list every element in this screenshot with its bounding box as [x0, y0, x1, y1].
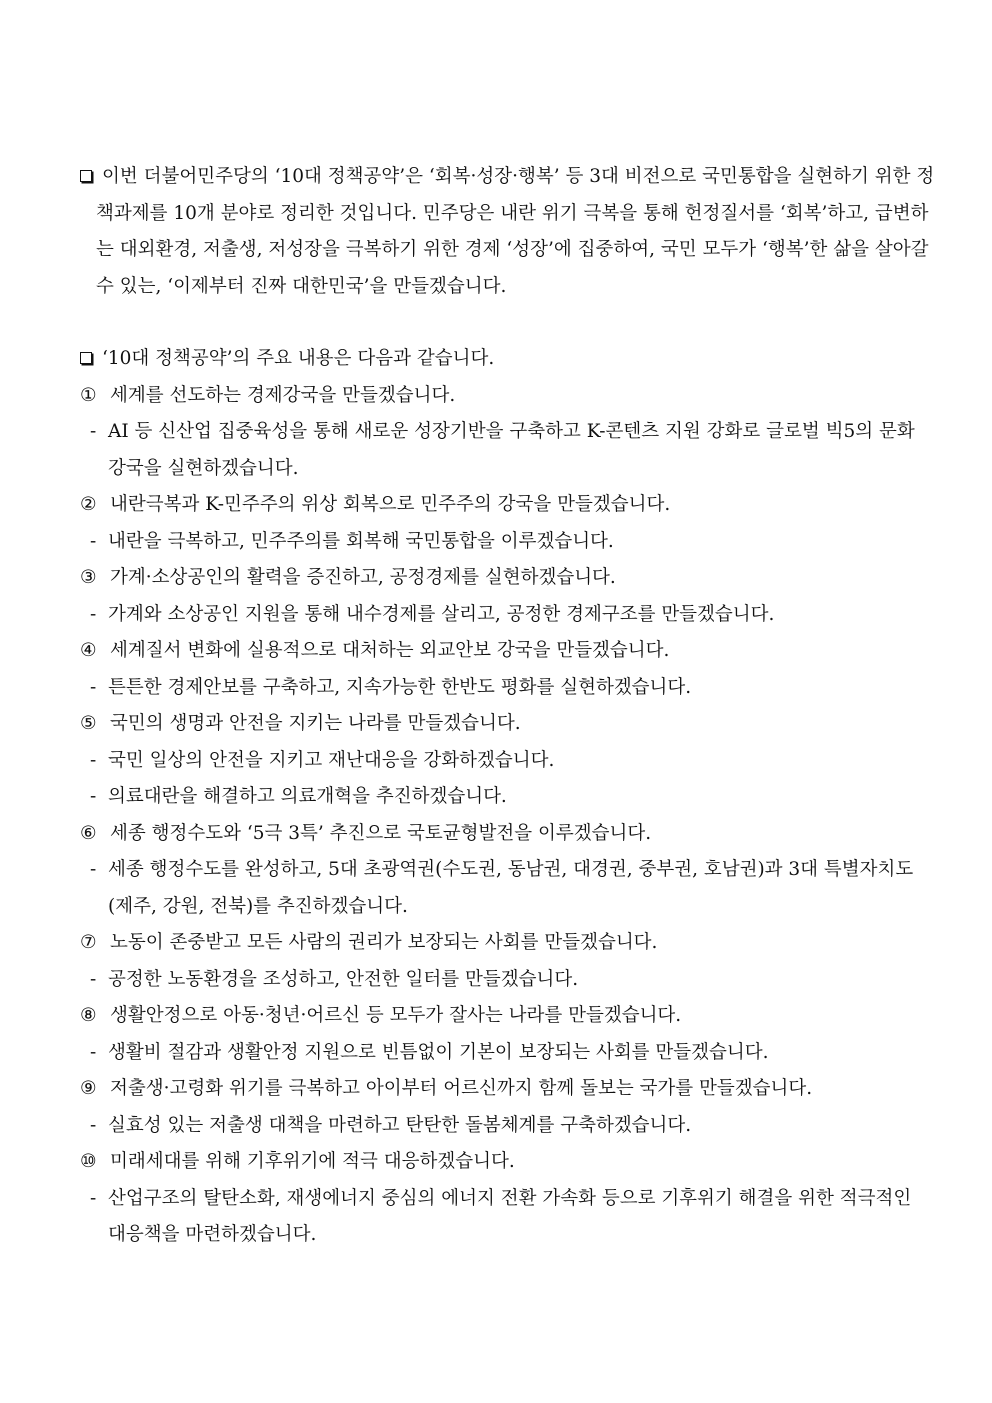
square-bullet-icon — [80, 352, 92, 364]
pledge-detail — [80, 852, 930, 925]
pledge-detail — [80, 524, 930, 561]
dash-bullet-icon: - — [90, 1041, 97, 1063]
intro-text: 이번 더불어민주당의 ‘10대 정책공약’은 ‘회복·성장·행복’ 등 3대 비전으로 국민통합을 실현하기 위한 정책과제를 10개 분야로 정리한 것입니다. 민주당은 내란 위기 극복을 통해 헌정질서를 ‘회복’하고, 급변하는 대외환경, 저출생, 저성장을 극복하기 위한 경제 ‘성장’에 집중하여, 국민 모두가 ‘행복’한 삶을 살아갈 수 있는, ‘이제부터 진짜 대한민국’을 만들겠습니다. — [96, 166, 935, 297]
pledge-detail — [80, 1108, 930, 1145]
pledge-detail-text: 세종 행정수도를 완성하고, 5대 초광역권(수도권, 동남권, 대경권, 중부권, 호남권)과 3대 특별자치도(제주, 강원, 전북)를 추진하겠습니다. — [108, 859, 914, 917]
pledge-detail — [80, 743, 930, 780]
pledge-detail — [80, 779, 930, 816]
pledge-title: 세계를 선도하는 경제강국을 만들겠습니다. — [110, 384, 456, 406]
pledge-title: 저출생·고령화 위기를 극복하고 아이부터 어르신까지 함께 돌보는 국가를 만들겠습니다. — [110, 1078, 813, 1099]
pledge-item — [80, 925, 930, 962]
dash-bullet-icon: - — [90, 421, 97, 442]
pledge-item — [80, 1071, 930, 1108]
pledge-item — [80, 1144, 930, 1181]
pledge-detail — [80, 962, 930, 999]
summary-section — [80, 341, 930, 1254]
pledge-title: 국민의 생명과 안전을 지키는 나라를 만들겠습니다. — [110, 713, 521, 734]
pledge-title: 내란극복과 K-민주주의 위상 회복으로 민주주의 강국을 만들겠습니다. — [110, 494, 671, 515]
pledge-title: 미래세대를 위해 기후위기에 적극 대응하겠습니다. — [110, 1151, 515, 1172]
pledge-detail-text: 국민 일상의 안전을 지키고 재난대응을 강화하겠습니다. — [108, 749, 555, 771]
pledge-item — [80, 487, 930, 524]
summary-heading: ‘10대 정책공약’의 주요 내용은 다음과 같습니다. — [102, 348, 495, 369]
pledge-title: 세계질서 변화에 실용적으로 대처하는 외교안보 강국을 만들겠습니다. — [110, 640, 670, 661]
pledge-title: 가계·소상공인의 활력을 증진하고, 공정경제를 실현하겠습니다. — [110, 567, 616, 588]
pledge-title: 노동이 존중받고 모든 사람의 권리가 보장되는 사회를 만들겠습니다. — [110, 932, 658, 953]
pledge-detail-text: 실효성 있는 저출생 대책을 마련하고 탄탄한 돌봄체계를 구축하겠습니다. — [108, 1114, 692, 1136]
pledge-detail — [80, 597, 930, 634]
pledge-detail-text: 산업구조의 탈탄소화, 재생에너지 중심의 에너지 전환 가속화 등으로 기후위기 해결을 위한 적극적인 대응책을 마련하겠습니다. — [108, 1187, 912, 1245]
dash-bullet-icon: - — [90, 676, 97, 698]
pledge-item — [80, 633, 930, 670]
pledge-detail — [80, 670, 930, 707]
pledge-detail-text: AI 등 신산업 집중육성을 통해 새로운 성장기반을 구축하고 K-콘텐츠 지원 강화로 글로벌 빅5의 문화강국을 실현하겠습니다. — [108, 421, 915, 479]
pledge-item — [80, 998, 930, 1035]
dash-bullet-icon: - — [90, 530, 97, 552]
pledge-detail — [80, 1035, 930, 1072]
pledge-detail-text: 튼튼한 경제안보를 구축하고, 지속가능한 한반도 평화를 실현하겠습니다. — [108, 676, 692, 698]
pledge-number: ④ — [80, 640, 97, 661]
pledge-number: ② — [80, 494, 97, 515]
square-bullet-icon — [80, 170, 92, 182]
pledge-detail — [80, 1181, 930, 1254]
dash-bullet-icon: - — [90, 1114, 97, 1136]
pledge-title: 생활안정으로 아동·청년·어르신 등 모두가 잘사는 나라를 만들겠습니다. — [110, 1005, 682, 1026]
summary-heading-line — [80, 341, 930, 378]
pledge-number: ⑨ — [80, 1078, 97, 1099]
pledge-title: 세종 행정수도와 ‘5극 3특’ 추진으로 국토균형발전을 이루겠습니다. — [110, 822, 652, 844]
pledge-number: ⑩ — [80, 1151, 97, 1172]
dash-bullet-icon: - — [90, 859, 97, 880]
pledge-detail-text: 의료대란을 해결하고 의료개혁을 추진하겠습니다. — [108, 786, 507, 807]
pledge-detail-text: 내란을 극복하고, 민주주의를 회복해 국민통합을 이루겠습니다. — [108, 530, 614, 552]
pledge-number: ⑧ — [80, 1005, 97, 1026]
pledge-item — [80, 560, 930, 597]
pledge-detail-text: 생활비 절감과 생활안정 지원으로 빈틈없이 기본이 보장되는 사회를 만들겠습니다. — [108, 1041, 769, 1063]
pledge-detail-text: 가계와 소상공인 지원을 통해 내수경제를 살리고, 공정한 경제구조를 만들겠습니다. — [108, 603, 775, 625]
dash-bullet-icon: - — [90, 786, 97, 807]
pledge-list — [80, 378, 930, 1254]
dash-bullet-icon: - — [90, 749, 97, 771]
pledge-item — [80, 706, 930, 743]
dash-bullet-icon: - — [90, 1187, 97, 1209]
dash-bullet-icon: - — [90, 968, 97, 990]
pledge-item — [80, 378, 930, 415]
pledge-number: ① — [80, 384, 97, 406]
pledge-number: ⑦ — [80, 932, 97, 953]
pledge-detail-text: 공정한 노동환경을 조성하고, 안전한 일터를 만들겠습니다. — [108, 968, 579, 990]
pledge-number: ⑥ — [80, 822, 97, 844]
intro-paragraph — [80, 159, 946, 305]
dash-bullet-icon: - — [90, 603, 97, 625]
pledge-number: ⑤ — [80, 713, 97, 734]
pledge-detail — [80, 414, 930, 487]
pledge-number: ③ — [80, 567, 97, 588]
pledge-item — [80, 816, 930, 853]
